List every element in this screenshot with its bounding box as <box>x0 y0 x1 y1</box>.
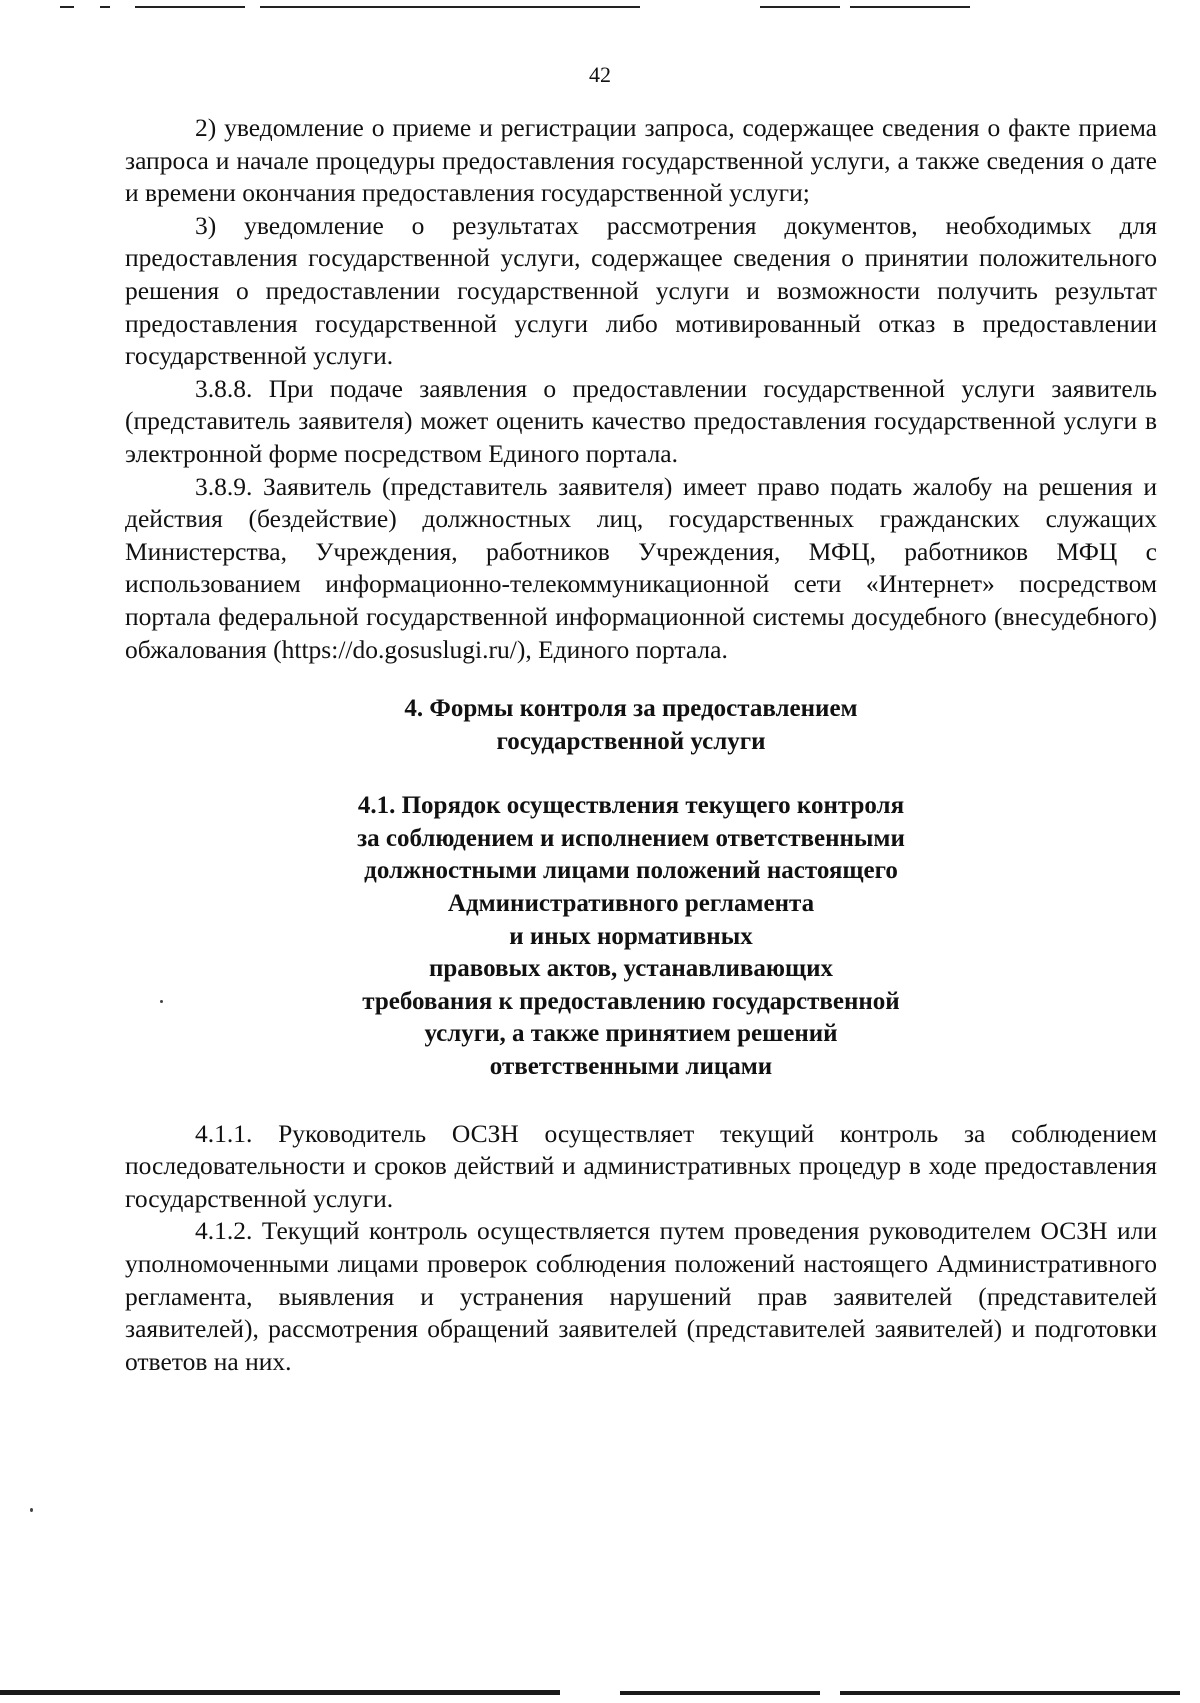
paragraph-3-8-8: 3.8.8. При подаче заявления о предоставлении государственной услуги заявитель (представитель заявителя) может оценить качество предоставления государственной услуги в электронной форме посредством Единого портала. <box>125 373 1157 468</box>
subsection-heading-line: за соблюдением и исполнением ответственными <box>357 824 905 852</box>
subsection-heading-line: должностными лицами положений настоящего <box>364 857 898 885</box>
scan-edge-top <box>60 4 1140 10</box>
subsection-heading-line: Административного регламента <box>447 890 815 918</box>
subsection-heading-line: и иных нормативных <box>509 922 753 950</box>
subsection-heading-line: правовых актов, устанавливающих <box>428 955 834 983</box>
paragraph-4-1-2: 4.1.2. Текущий контроль осуществляется путем проведения руководителем ОСЗН или уполномоченными лицами проверок соблюдения положений настоящего Административного регламента, выявления и устранения нарушений прав заявителей (представителей заявителей), рассмотрения обращений заявителей (представителей заявителей) и подготовки ответов на них. <box>125 1216 1157 1376</box>
scan-edge-bottom <box>0 1687 1200 1697</box>
paragraph-item-2: 2) уведомление о приеме и регистрации запроса, содержащее сведения о факте приема запроса и начале процедуры предоставления государственной услуги, а также сведения о дате и времени окончания предоставления государственной услуги; <box>125 113 1157 208</box>
paragraph-item-3: 3) уведомление о результатах рассмотрения документов, необходимых для предоставления государственной услуги, содержащее сведения о принятии положительного решения о предоставлении государственной услуги и возможности получить результат предоставления государственной услуги либо мотивированный отказ в предоставлении государственной услуги. <box>125 210 1157 371</box>
subsection-heading <box>125 790 1157 1083</box>
subsection-heading-line: услуги, а также принятием решений <box>424 1020 838 1048</box>
page-number: 42 <box>589 62 611 87</box>
section-heading-line: 4. Формы контроля за предоставлением <box>404 695 858 723</box>
subsection-heading-line: 4.1. Порядок осуществления текущего контроля <box>357 792 905 820</box>
section-heading-line: государственной услуги <box>496 727 766 755</box>
document-body <box>125 112 1157 1378</box>
scan-speck <box>30 1508 33 1512</box>
subsection-heading-line: требования к предоставлению государственной <box>362 987 900 1015</box>
section-heading <box>125 693 1157 758</box>
subsection-heading-line: ответственными лицами <box>489 1053 773 1081</box>
paragraph-3-8-9: 3.8.9. Заявитель (представитель заявителя) имеет право подать жалобу на решения и действия (бездействие) должностных лиц, государственных гражданских служащих Министерства, Учреждения, работников Учреждения, МФЦ, работников МФЦ с использованием информационно-телекоммуникационной сети «Интернет» посредством портала федеральной государственной информационной системы досудебного (внесудебного) обжалования (https://do.gosuslugi.ru/), Единого портала. <box>125 471 1157 664</box>
paragraph-4-1-1: 4.1.1. Руководитель ОСЗН осуществляет текущий контроль за соблюдением последовательности и сроков действий и административных процедур в ходе предоставления государственной услуги. <box>125 1118 1157 1213</box>
